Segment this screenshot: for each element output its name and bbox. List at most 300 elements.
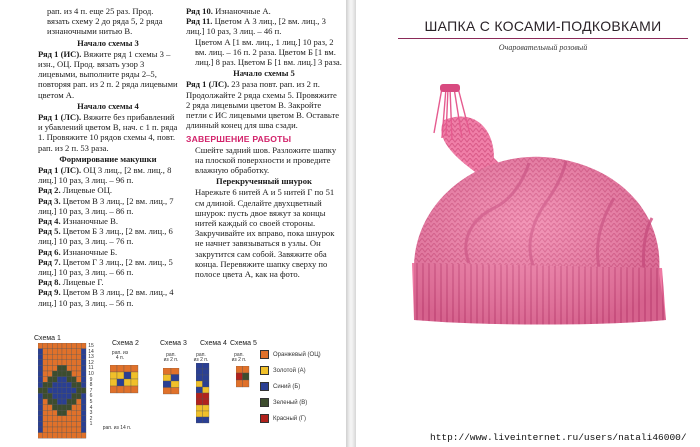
instruction-row	[38, 247, 178, 257]
chart-cell	[72, 433, 77, 439]
pink-hat-photo	[374, 58, 694, 388]
chart-cell	[52, 421, 57, 427]
chart-cell	[81, 410, 86, 416]
chart-cell	[43, 371, 48, 377]
chart-cell	[72, 427, 77, 433]
legend-item	[260, 414, 306, 423]
chart-cell	[52, 427, 57, 433]
legend-label: Оранжевый (ОЦ)	[273, 352, 321, 359]
chart-cell	[196, 399, 203, 405]
chart-cell	[171, 375, 179, 382]
chart-cell	[67, 349, 72, 355]
chart-cell	[81, 371, 86, 377]
chart-cell	[57, 382, 62, 388]
left-text-column	[38, 6, 178, 308]
finishing-heading: ЗАВЕРШЕНИЕ РАБОТЫ	[186, 134, 292, 145]
paragraph: рап. из 4 п. еще 25 раз. Прод. вязать схему 2 до ряда 5, 2 ряда изнаночными нитью В.	[47, 6, 163, 37]
chart-cell	[48, 433, 53, 439]
left-page	[0, 0, 346, 447]
chart-cell	[57, 388, 62, 394]
chart-cell	[76, 354, 81, 360]
chart-cell	[48, 427, 53, 433]
chart-cell	[52, 405, 57, 411]
chart-cell	[43, 388, 48, 394]
chart-cell	[76, 421, 81, 427]
chart-cell	[62, 382, 67, 388]
chart-cell	[163, 388, 171, 395]
instruction-row	[38, 196, 178, 216]
chart-cell	[52, 399, 57, 405]
row-label: Ряд 1 (ЛС).	[38, 112, 82, 123]
chart-cell	[124, 372, 131, 379]
instruction-row	[38, 112, 178, 153]
chart-cell	[76, 377, 81, 383]
chart-cell	[72, 343, 77, 349]
chart-cell	[124, 365, 131, 372]
legend-swatch	[260, 382, 269, 391]
chart-cell	[203, 411, 210, 417]
chart-cell	[196, 405, 203, 411]
chart-cell	[76, 416, 81, 422]
chart-cell	[62, 349, 67, 355]
schema-1-row-number: 2	[89, 415, 93, 422]
legend-swatch	[260, 398, 269, 407]
chart-cell	[48, 382, 53, 388]
chart-cell	[67, 399, 72, 405]
instruction-row	[38, 216, 178, 226]
chart-cell	[38, 388, 43, 394]
legend-swatch	[260, 414, 269, 423]
schema-1-row-number: 12	[88, 359, 94, 366]
chart-cell	[43, 343, 48, 349]
schema-3-chart	[163, 368, 181, 396]
chart-cell	[38, 377, 43, 383]
chart-cell	[57, 371, 62, 377]
chart-cell	[81, 433, 86, 439]
section-heading: Перекрученный шнурок	[216, 176, 312, 187]
schema-1-row-number: 13	[88, 354, 94, 361]
chart-cell	[76, 360, 81, 366]
instruction-row	[186, 16, 342, 36]
chart-cell	[76, 393, 81, 399]
chart-cell	[52, 354, 57, 360]
chart-cell	[131, 379, 138, 386]
chart-cell	[76, 388, 81, 394]
chart-cell	[196, 393, 203, 399]
chart-cell	[81, 360, 86, 366]
chart-cell	[38, 410, 43, 416]
schema-2-label: Схема 2	[112, 340, 139, 347]
chart-cell	[196, 417, 203, 423]
chart-cell	[67, 416, 72, 422]
row-label: Ряд 8.	[38, 277, 61, 288]
paragraph: Сшейте задний шов. Разложите шапку на плоской поверхности и проведите влажную обработку.	[195, 144, 337, 176]
legend-label: Зеленый (В)	[273, 400, 308, 407]
chart-cell	[67, 360, 72, 366]
chart-cell	[38, 371, 43, 377]
schema-1-row-number: 15	[88, 343, 94, 349]
schema-4-repeat: рап. из 2 п.	[193, 352, 209, 363]
chart-cell	[38, 416, 43, 422]
chart-cell	[67, 410, 72, 416]
chart-cell	[76, 410, 81, 416]
page-subtitle: Очаровательный розовый	[498, 43, 588, 52]
chart-cell	[171, 368, 179, 375]
chart-cell	[117, 372, 124, 379]
legend-label: Золотой (А)	[273, 368, 306, 375]
chart-cell	[72, 365, 77, 371]
chart-cell	[48, 410, 53, 416]
instruction-row	[38, 226, 178, 246]
chart-cell	[57, 399, 62, 405]
chart-cell	[72, 393, 77, 399]
chart-cell	[76, 371, 81, 377]
chart-cell	[52, 416, 57, 422]
chart-cell	[243, 373, 250, 380]
chart-cell	[62, 433, 67, 439]
chart-cell	[72, 388, 77, 394]
chart-cell	[43, 421, 48, 427]
chart-cell	[67, 365, 72, 371]
chart-cell	[62, 365, 67, 371]
chart-cell	[62, 410, 67, 416]
chart-cell	[203, 369, 210, 375]
chart-cell	[76, 433, 81, 439]
chart-cell	[72, 371, 77, 377]
section-heading: Формирование макушки	[59, 153, 157, 164]
chart-cell	[203, 393, 210, 399]
schema-1-row-number: 8	[89, 382, 93, 389]
chart-cell	[38, 399, 43, 405]
instruction-row	[186, 6, 342, 16]
schema-2-chart	[110, 365, 140, 395]
schema-1-row-number: 7	[89, 387, 93, 394]
chart-cell	[81, 421, 86, 427]
chart-cell	[52, 393, 57, 399]
chart-cell	[67, 393, 72, 399]
chart-cell	[62, 399, 67, 405]
chart-cell	[124, 386, 131, 393]
row-text: ОЦ 3 лиц., [2 вм. лиц., 8 лиц.] 10 раз, 3 лиц. – 96 п.	[38, 165, 172, 186]
chart-cell	[57, 393, 62, 399]
section-heading: Начало схемы 4	[77, 100, 139, 111]
chart-cell	[52, 365, 57, 371]
instruction-row	[38, 287, 178, 307]
chart-cell	[38, 354, 43, 360]
schema-1-row-number: 5	[89, 399, 93, 405]
chart-cell	[67, 343, 72, 349]
chart-cell	[43, 433, 48, 439]
row-label: Ряд 2.	[38, 185, 61, 196]
chart-cell	[57, 360, 62, 366]
chart-cell	[124, 379, 131, 386]
chart-cell	[43, 405, 48, 411]
row-label: Ряд 5.	[38, 226, 61, 237]
chart-cell	[67, 371, 72, 377]
chart-cell	[52, 349, 57, 355]
chart-cell	[76, 399, 81, 405]
schema-1-row-number: 9	[89, 376, 93, 383]
chart-cell	[48, 349, 53, 355]
row-text: Изнаночные Б.	[60, 246, 118, 257]
chart-cell	[81, 354, 86, 360]
schema-4-chart	[196, 363, 210, 425]
chart-cell	[163, 381, 171, 388]
chart-cell	[117, 365, 124, 372]
instruction-row	[38, 165, 178, 185]
chart-cell	[43, 354, 48, 360]
chart-cell	[62, 405, 67, 411]
chart-cell	[203, 363, 210, 369]
chart-cell	[48, 371, 53, 377]
chart-cell	[57, 427, 62, 433]
row-text: Цветом Г 3 лиц., [2 вм. лиц., 5 лиц.] 10 раз, 3 лиц. – 66 п.	[38, 256, 173, 278]
chart-cell	[76, 427, 81, 433]
chart-cell	[48, 360, 53, 366]
chart-cell	[38, 349, 43, 355]
instruction-row	[38, 49, 178, 100]
chart-cell	[48, 393, 53, 399]
row-text: 23 раза повт. рап. из 2 п. Продолжайте 2 ряда схемы 5. Провяжите 2 ряда лицевыми цветом В. Закройте петли с ИС лицевыми цветом В. Оставьте длинный конец для шва сзади.	[186, 79, 340, 131]
chart-cell	[81, 405, 86, 411]
chart-cell	[110, 372, 117, 379]
section-heading: Начало схемы 5	[233, 68, 295, 79]
row-text: Вяжите ряд 1 схемы 3 – изн., ОЦ. Прод. вязать узор 3 лицевыми, выполните ряды 2–5, повторяя рап. из 2 п. 2 ряда лицевыми цветом А.	[38, 48, 178, 100]
row-label: Ряд 1 (ИС).	[38, 48, 82, 59]
chart-cell	[57, 410, 62, 416]
chart-cell	[171, 388, 179, 395]
row-label: Ряд 11.	[186, 16, 213, 27]
row-label: Ряд 1 (ЛС).	[38, 165, 82, 176]
chart-cell	[38, 405, 43, 411]
chart-cell	[38, 393, 43, 399]
chart-cell	[110, 379, 117, 386]
right-page	[356, 0, 700, 447]
instruction-row	[38, 277, 178, 287]
chart-cell	[48, 365, 53, 371]
chart-cell	[163, 375, 171, 382]
chart-cell	[48, 377, 53, 383]
chart-cell	[81, 382, 86, 388]
chart-cell	[117, 386, 124, 393]
chart-cell	[38, 427, 43, 433]
chart-cell	[243, 366, 250, 373]
chart-cell	[62, 354, 67, 360]
chart-cell	[57, 365, 62, 371]
chart-cell	[203, 387, 210, 393]
chart-cell	[43, 365, 48, 371]
chart-cell	[81, 343, 86, 349]
schema-1-row-number: 10	[88, 371, 94, 377]
chart-cell	[131, 386, 138, 393]
chart-cell	[117, 379, 124, 386]
chart-cell	[67, 354, 72, 360]
chart-cell	[72, 354, 77, 360]
chart-cell	[236, 373, 243, 380]
chart-cell	[196, 381, 203, 387]
chart-cell	[203, 381, 210, 387]
row-text: Вяжите без прибавлений и убавлений цветом В, нач. с 1 п. ряда 1. Провяжите 10 рядов схемы 4, повт. рап. из 2 п. 53 раза.	[38, 112, 178, 153]
chart-cell	[57, 377, 62, 383]
row-text: Цветом В 3 лиц., [2 вм. лиц., 4 лиц.] 10 раз, 3 лиц. – 56 п.	[38, 287, 174, 308]
chart-cell	[48, 416, 53, 422]
chart-cell	[38, 343, 43, 349]
chart-cell	[81, 416, 86, 422]
chart-cell	[67, 388, 72, 394]
chart-cell	[81, 365, 86, 371]
row-label: Ряд 7.	[38, 256, 61, 267]
row-label: Ряд 6.	[38, 246, 61, 257]
chart-cell	[57, 421, 62, 427]
legend-label: Синий (Б)	[273, 384, 301, 391]
chart-cell	[52, 377, 57, 383]
schema-5-repeat: рап. из 2 п.	[231, 352, 247, 363]
chart-cell	[72, 360, 77, 366]
schema-1-row-number: 11	[88, 365, 94, 372]
schema-5-label: Схема 5	[230, 340, 257, 347]
chart-cell	[57, 343, 62, 349]
row-text: Лицевые ОЦ.	[60, 185, 112, 196]
schema-1-row-number: 6	[89, 393, 93, 400]
row-text: Цветом А 3 лиц., [2 вм. лиц., 3 лиц.] 10 раз, 3 лиц. – 46 п.	[186, 16, 326, 37]
chart-cell	[196, 375, 203, 381]
title-divider	[398, 38, 688, 39]
chart-cell	[38, 360, 43, 366]
schema-1-repeat: рап. из 14 п.	[102, 425, 132, 431]
source-url[interactable]: http://www.liveinternet.ru/users/natali46000/	[430, 432, 687, 443]
chart-cell	[52, 382, 57, 388]
chart-cell	[72, 405, 77, 411]
schema-1-row-number: 4	[89, 404, 93, 411]
chart-cell	[48, 421, 53, 427]
schema-1-row-number: 3	[89, 410, 93, 417]
chart-cell	[76, 365, 81, 371]
schema-1-row-number: 1	[89, 421, 93, 428]
chart-cell	[57, 349, 62, 355]
chart-cell	[203, 405, 210, 411]
chart-cell	[67, 421, 72, 427]
row-label: Ряд 10.	[186, 6, 213, 16]
schema-5-chart	[236, 366, 250, 388]
chart-cell	[62, 427, 67, 433]
chart-cell	[163, 368, 171, 375]
chart-cell	[52, 388, 57, 394]
chart-cell	[76, 343, 81, 349]
chart-cell	[110, 365, 117, 372]
paragraph: Цветом А [1 вм. лиц., 1 лиц.] 10 раз, 2 вм. лиц. – 16 п. 2 раза. Цветом Б [1 вм. лиц.] 8 раз. Цветом Б [1 вм. лиц.] 3 раза.	[195, 36, 342, 68]
chart-cell	[81, 349, 86, 355]
chart-cell	[62, 421, 67, 427]
chart-cell	[203, 417, 210, 423]
instruction-row	[186, 79, 342, 130]
chart-cell	[131, 372, 138, 379]
chart-cell	[43, 393, 48, 399]
chart-cell	[203, 375, 210, 381]
chart-cell	[62, 388, 67, 394]
chart-cell	[196, 411, 203, 417]
chart-cell	[43, 382, 48, 388]
chart-cell	[81, 399, 86, 405]
chart-cell	[43, 399, 48, 405]
chart-cell	[48, 399, 53, 405]
chart-cell	[57, 354, 62, 360]
chart-cell	[67, 427, 72, 433]
chart-cell	[72, 399, 77, 405]
legend-swatch	[260, 350, 269, 359]
instruction-row	[38, 257, 178, 277]
row-text: Изнаночные А.	[212, 6, 271, 16]
chart-cell	[243, 380, 250, 387]
chart-cell	[131, 365, 138, 372]
chart-cell	[72, 410, 77, 416]
legend-item	[260, 398, 307, 407]
chart-cell	[43, 416, 48, 422]
chart-cell	[196, 363, 203, 369]
chart-cell	[62, 360, 67, 366]
chart-cell	[171, 381, 179, 388]
chart-cell	[67, 382, 72, 388]
row-text: Лицевые Г.	[60, 277, 104, 288]
row-label: Ряд 4.	[38, 216, 61, 227]
chart-cell	[76, 405, 81, 411]
chart-cell	[52, 410, 57, 416]
chart-cell	[196, 387, 203, 393]
chart-cell	[48, 405, 53, 411]
chart-cell	[43, 427, 48, 433]
chart-cell	[62, 343, 67, 349]
chart-cell	[43, 360, 48, 366]
chart-cell	[196, 369, 203, 375]
chart-cell	[72, 377, 77, 383]
row-text: Цветом В 3 лиц., [2 вм. лиц., 7 лиц.] 10 раз, 3 лиц. – 86 п.	[38, 195, 174, 216]
chart-cell	[38, 382, 43, 388]
legend-swatch	[260, 366, 269, 375]
chart-cell	[72, 382, 77, 388]
chart-cell	[52, 343, 57, 349]
schema-1-label: Схема 1	[34, 335, 61, 342]
chart-cell	[52, 371, 57, 377]
schema-1-row-number: 14	[88, 348, 94, 355]
schema-3-label: Схема 3	[160, 340, 187, 347]
chart-cell	[72, 421, 77, 427]
legend-item	[260, 350, 321, 359]
chart-cell	[48, 354, 53, 360]
row-label: Ряд 1 (ЛС).	[186, 79, 230, 90]
chart-cell	[81, 388, 86, 394]
chart-cell	[62, 371, 67, 377]
row-label: Ряд 9.	[38, 287, 61, 298]
chart-cell	[62, 393, 67, 399]
chart-cell	[48, 388, 53, 394]
chart-cell	[43, 410, 48, 416]
row-text: Изнаночные В.	[60, 216, 118, 227]
paragraph: Нарежьте 6 нитей А и 5 нитей Г по 51 см длиной. Сделайте двухцветный шнурок: пусть двое вяжут за концы нитей каждый со своей стороны. Закручивайте их вправо, пока шнурок не начнет завязываться в узлы. Он закрутится сам собой. Завяжите оба конца. Перевяжите шапку сверху по полосе цвета А, как на фото.	[195, 187, 335, 280]
right-text-column	[186, 6, 342, 279]
chart-cell	[43, 349, 48, 355]
chart-cell	[203, 399, 210, 405]
chart-cell	[52, 360, 57, 366]
schema-3-repeat: рап. из 2 п.	[163, 352, 179, 363]
chart-cell	[57, 405, 62, 411]
row-text: Цветом Б 3 лиц., [2 вм. лиц., 6 лиц.] 10 раз, 3 лиц. – 76 п.	[38, 226, 173, 247]
instruction-row	[38, 185, 178, 195]
row-label: Ряд 3.	[38, 195, 61, 206]
chart-cell	[81, 377, 86, 383]
chart-cell	[62, 377, 67, 383]
legend-item	[260, 366, 306, 375]
chart-cell	[57, 433, 62, 439]
chart-cell	[67, 405, 72, 411]
